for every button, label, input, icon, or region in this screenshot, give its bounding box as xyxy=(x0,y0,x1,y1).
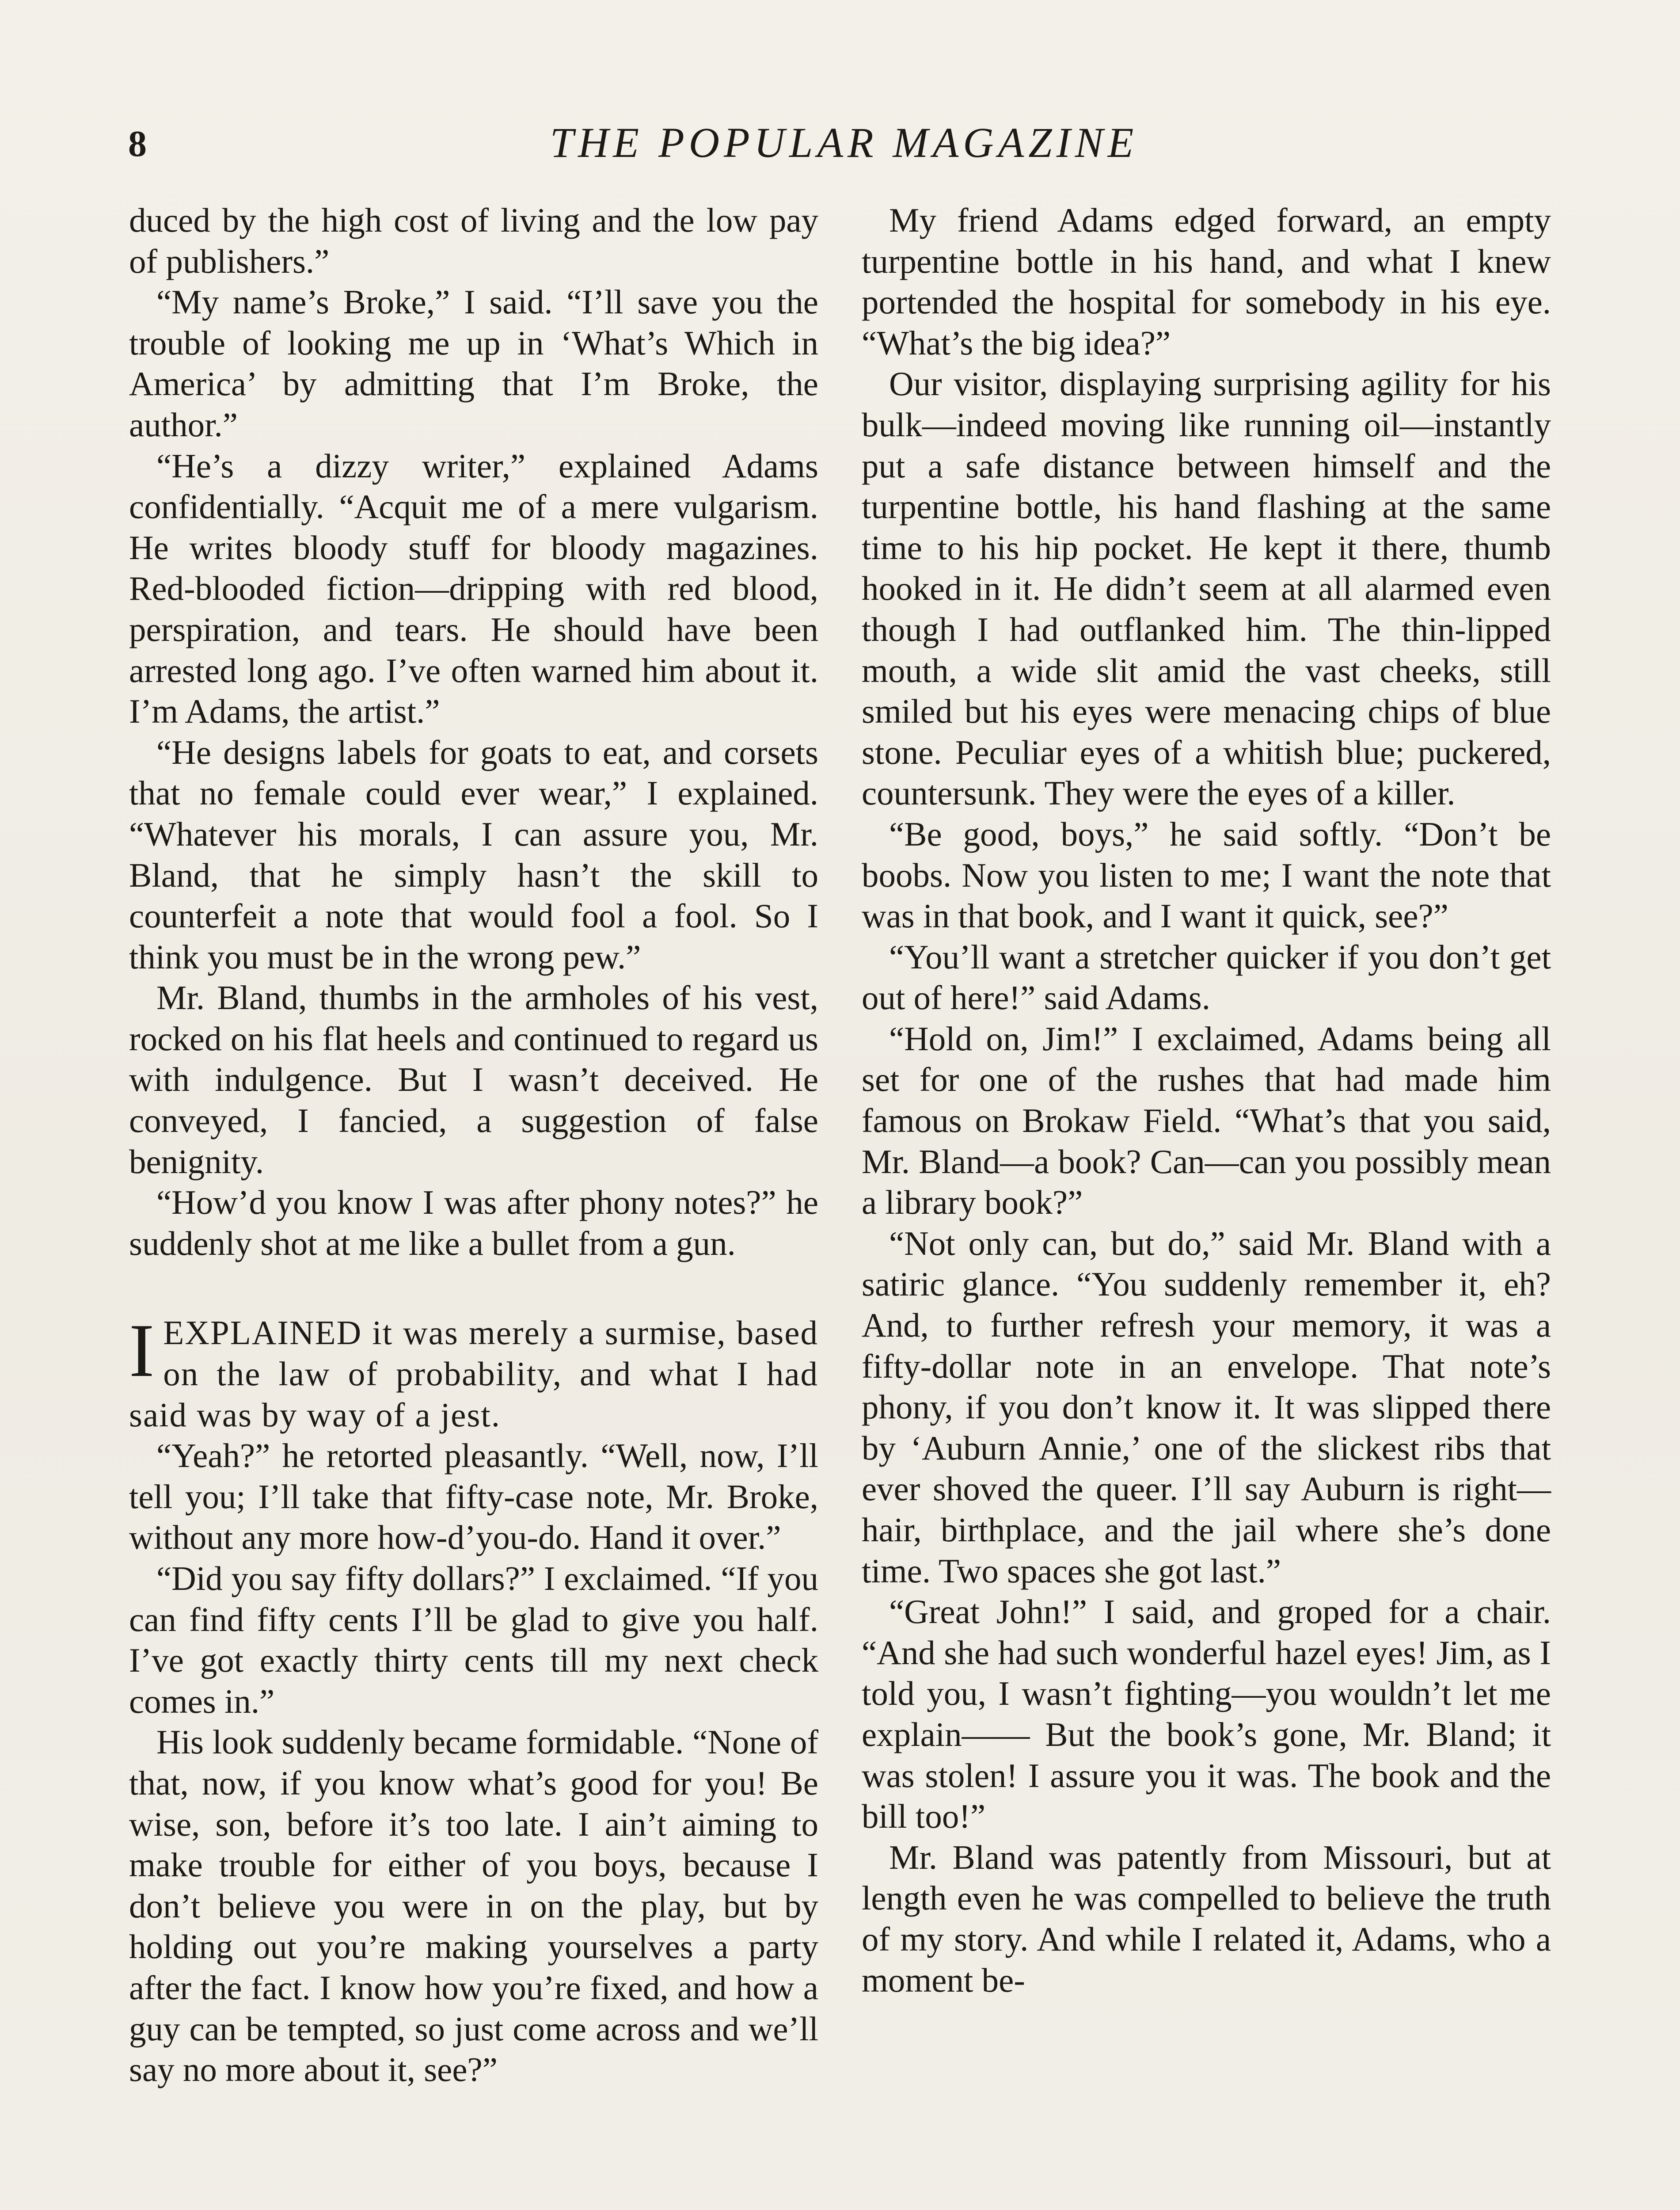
paragraph: “Not only can, but do,” said Mr. Bland with a satiric glance. “You suddenly remember it, eh? And, to further refresh your memory, it was a fifty-dollar note in an envelope. That note’s phony, if you don’t know it. It was slipped there by ‘Auburn Annie,’ one of the slickest ribs that ever shoved the queer. I’ll say Auburn is right—hair, birthplace, and the jail where she’s done time. Two spaces she got last.” xyxy=(862,1224,1551,1590)
drop-cap: I xyxy=(129,1309,155,1393)
paragraph: duced by the high cost of living and the low pay of publishers.” xyxy=(129,201,818,280)
paragraph: Our visitor, displaying surprising agility for his bulk—indeed moving like running oil—instantly put a safe distance between himself and the turpentine bottle, his hand flashing at the same time to his hip pocket. He kept it there, thumb hooked in it. He didn’t seem at all alarmed even though I had outflanked him. The thin-lipped mouth, a wide slit amid the vast cheeks, still smiled but his eyes were menacing chips of blue stone. Peculiar eyes of a whitish blue; puckered, countersunk. They were the eyes of a killer. xyxy=(862,365,1551,812)
paragraph: “Did you say fifty dollars?” I exclaimed. “If you can find fifty cents I’ll be glad to give you half. I’ve got exactly thirty cents till my next check comes in.” xyxy=(129,1559,818,1720)
section-opening-text: EXPLAINED it was merely a surmise, based on the law of probability, and what I had said was by way of a jest. xyxy=(129,1314,818,1434)
paragraph: “You’ll want a stretcher quicker if you don’t get out of here!” said Adams. xyxy=(862,937,1551,1017)
paragraph: “Be good, boys,” he said softly. “Don’t be boobs. Now you listen to me; I want the note that was in that book, and I want it quick, see?” xyxy=(862,815,1551,935)
paragraph: “Hold on, Jim!” I exclaimed, Adams being all set for one of the rushes that had made him famous on Brokaw Field. “What’s that you said, Mr. Bland—a book? Can—can you possibly mean a library book?” xyxy=(862,1019,1551,1222)
paragraph: His look suddenly became formidable. “None of that, now, if you know what’s good for you! Be wise, son, before it’s too late. I ain’t aiming to make trouble for either of you boys, because I don’t believe you were in on the play, but by holding out you’re making yourselves a party after the fact. I know how you’re fixed, and how a guy can be tempted, so just come across and we’ll say no more about it, see?” xyxy=(129,1723,818,2089)
paragraph: “How’d you know I was after phony notes?” he suddenly shot at me like a bullet from a gun. xyxy=(129,1183,818,1262)
paragraph: My friend Adams edged forward, an empty turpentine bottle in his hand, and what I knew portended the hospital for somebody in his eye. “What’s the big idea?” xyxy=(862,201,1551,362)
right-column xyxy=(862,200,1551,2000)
section-opening-paragraph xyxy=(129,1309,818,1435)
page-number: 8 xyxy=(128,123,147,164)
running-title: THE POPULAR MAGAZINE xyxy=(550,119,1138,166)
paragraph: “He’s a dizzy writer,” explained Adams confidentially. “Acquit me of a mere vulgarism. He writes bloody stuff for bloody magazines. Red-blooded fiction—dripping with red blood, perspiration, and tears. He should have been arrested long ago. I’ve often warned him about it. I’m Adams, the artist.” xyxy=(129,446,818,731)
left-column xyxy=(129,200,818,2090)
page-header xyxy=(128,114,1560,176)
paragraph: “He designs labels for goats to eat, and corsets that no female could ever wear,” I explained. “Whatever his morals, I can assure you, Mr. Bland, that he simply hasn’t the skill to counterfeit a note that would fool a fool. So I think you must be in the wrong pew.” xyxy=(129,733,818,976)
paragraph: “My name’s Broke,” I said. “I’ll save you the trouble of looking me up in ‘What’s Which in America’ by admitting that I’m Broke, the author.” xyxy=(129,283,818,444)
paragraph: “Great John!” I said, and groped for a chair. “And she had such wonderful hazel eyes! Jim, as I told you, I wasn’t fighting—you wouldn’t let me explain—— But the book’s gone, Mr. Bland; it was stolen! I assure you it was. The book and the bill too!” xyxy=(862,1593,1551,1836)
paragraph: Mr. Bland was patently from Missouri, but at length even he was compelled to believe the truth of my story. And while I related it, Adams, who a moment be- xyxy=(862,1838,1551,1999)
paragraph: Mr. Bland, thumbs in the armholes of his vest, rocked on his flat heels and continued to regard us with indulgence. But I wasn’t deceived. He conveyed, I fancied, a suggestion of false benignity. xyxy=(129,979,818,1181)
paragraph: “Yeah?” he retorted pleasantly. “Well, now, I’ll tell you; I’ll take that fifty-case note, Mr. Broke, without any more how-d’you-do. Hand it over.” xyxy=(129,1436,818,1557)
